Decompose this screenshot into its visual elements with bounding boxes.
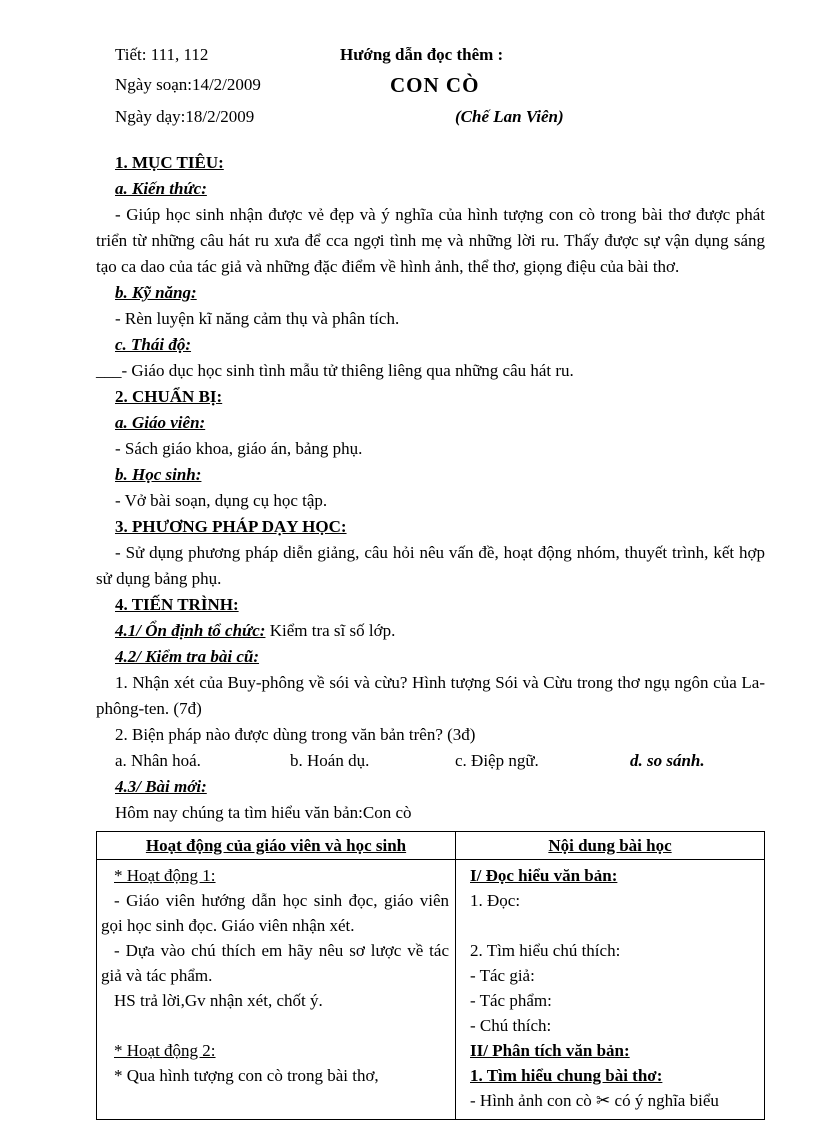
date-taught: Ngày dạy:18/2/2009: [115, 107, 255, 126]
question-2: 2. Biện pháp nào được dùng trong văn bản trên? (3đ): [115, 725, 476, 744]
option-c: c. Điệp ngữ.: [455, 751, 539, 770]
activity-1-heading-line: [101, 863, 449, 888]
document-header: [96, 40, 765, 132]
table-header-activities: [97, 832, 456, 860]
section-1-heading-line: [96, 150, 765, 176]
on-dinh-text: Kiểm tra sĩ số lớp.: [265, 621, 396, 640]
reading-guide-label: Hướng dẫn đọc thêm :: [340, 45, 504, 64]
activity-1-paragraph-3: HS trả lời,Gv nhận xét, chốt ý.: [114, 991, 323, 1010]
hoc-sinh-heading-line: [96, 462, 765, 488]
table-header-content: [456, 832, 764, 860]
giao-vien-heading: a. Giáo viên:: [115, 413, 206, 432]
kiem-tra-heading-line: [96, 644, 765, 670]
thai-do-text: ___- Giáo dục học sinh tình mẫu tử thiêng liêng qua những câu hát ru.: [96, 361, 574, 380]
header-row-1: [96, 40, 765, 70]
thai-do-heading: c. Thái độ:: [115, 335, 192, 354]
content-heading-3: 1. Tìm hiểu chung bài thơ:: [470, 1066, 663, 1085]
header-row-3: [96, 102, 765, 132]
kien-thuc-paragraph: - Giúp học sinh nhận được vẻ đẹp và ý nghĩa của hình tượng con cò trong bài thơ được phát triển từ những câu hát ru xưa để cca ngợi tình mẹ và những lời ru. Thấy được sự vận dụng sáng tạo ca dao của tác giả và những đặc điểm về hình ảnh, thể thơ, giọng điệu của bài thơ.: [96, 205, 765, 276]
bai-moi-heading-line: [96, 774, 765, 800]
poem-title: CON CÒ: [390, 73, 480, 97]
table-header-content-label: Nội dung bài học: [548, 836, 672, 855]
section-1-heading: 1. MỤC TIÊU:: [115, 153, 224, 172]
lesson-activity-table: [96, 831, 765, 1120]
activity-1-paragraph-2: - Dựa vào chú thích em hãy nêu sơ lược về tác giả và tác phẩm.: [101, 941, 449, 985]
content-line-hinh-anh: - Hình ảnh con cò ✂ có ý nghĩa biểu: [470, 1091, 719, 1110]
section-3-heading-line: [96, 514, 765, 540]
section-3-heading: 3. PHƯƠNG PHÁP DẠY HỌC:: [115, 517, 347, 536]
content-heading-2: II/ Phân tích văn bản:: [470, 1041, 630, 1060]
lesson-period: Tiết: 111, 112: [115, 45, 209, 64]
hoc-sinh-text: - Vở bài soạn, dụng cụ học tập.: [115, 491, 328, 510]
section-2-heading-line: [96, 384, 765, 410]
table-cell-activities: [97, 860, 456, 1119]
content-line-doc: 1. Đọc:: [470, 891, 521, 910]
header-row-2: [96, 70, 765, 102]
question-1: 1. Nhận xét của Buy-phông về sói và cừu? Hình tượng Sói và Cừu trong thơ ngụ ngôn của La-phông-ten. (7đ): [96, 673, 765, 718]
bai-moi-text: Hôm nay chúng ta tìm hiểu văn bản:Con cò: [115, 803, 412, 822]
date-composed: Ngày soạn:14/2/2009: [115, 75, 261, 94]
content-line-chu-thich: 2. Tìm hiểu chú thích:: [470, 941, 621, 960]
author-container: [340, 102, 765, 132]
activity-1-paragraph-1: - Giáo viên hướng dẫn học sinh đọc, giáo viên gọi học sinh đọc. Giáo viên nhận xét.: [101, 891, 449, 935]
option-a: a. Nhân hoá.: [115, 751, 201, 770]
hoc-sinh-heading: b. Học sinh:: [115, 465, 202, 484]
table-cell-content: [456, 860, 764, 1119]
answer-options-row: [96, 748, 765, 774]
kien-thuc-heading: a. Kiến thức:: [115, 179, 207, 198]
poem-author: (Chế Lan Viên): [455, 107, 564, 126]
thai-do-heading-line: [96, 332, 765, 358]
content-heading-1: I/ Đọc hiểu văn bản:: [470, 866, 618, 885]
content-line-tac-gia: - Tác giả:: [470, 966, 535, 985]
content-heading-1-line: [470, 863, 758, 888]
table-header-activities-label: Hoạt động của giáo viên và học sinh: [145, 836, 407, 855]
activity-2-heading-line: [101, 1038, 449, 1063]
on-dinh-heading: 4.1/ Ổn định tổ chức:: [115, 621, 266, 640]
activity-2-heading: * Hoạt động 2:: [114, 1041, 216, 1060]
blank-line: [470, 913, 758, 938]
option-d: d. so sánh.: [630, 751, 705, 770]
phuong-phap-paragraph: - Sử dụng phương pháp diễn giảng, câu hỏi nêu vấn đề, hoạt động nhóm, thuyết trình, kết hợp sử dụng bảng phụ.: [96, 543, 765, 588]
bai-moi-heading: 4.3/ Bài mới:: [115, 777, 207, 796]
content-line-chu-thich-2: - Chú thích:: [470, 1016, 552, 1035]
option-b: b. Hoán dụ.: [290, 751, 370, 770]
giao-vien-heading-line: [96, 410, 765, 436]
section-2-heading: 2. CHUẨN BỊ:: [115, 387, 223, 406]
section-4-heading-line: [96, 592, 765, 618]
ky-nang-heading-line: [96, 280, 765, 306]
ky-nang-text: - Rèn luyện kĩ năng cảm thụ và phân tích.: [115, 309, 400, 328]
content-heading-3-line: [470, 1063, 758, 1088]
content-line-tac-pham: - Tác phẩm:: [470, 991, 552, 1010]
title-container: [340, 70, 765, 102]
content-heading-2-line: [470, 1038, 758, 1063]
on-dinh-line: [96, 618, 765, 644]
ky-nang-heading: b. Kỹ năng:: [115, 283, 197, 302]
section-4-heading: 4. TIẾN TRÌNH:: [115, 595, 239, 614]
giao-vien-text: - Sách giáo khoa, giáo án, bảng phụ.: [115, 439, 363, 458]
activity-1-heading: * Hoạt động 1:: [114, 866, 216, 885]
kien-thuc-heading-line: [96, 176, 765, 202]
blank-line: [101, 1013, 449, 1038]
kiem-tra-heading: 4.2/ Kiểm tra bài cũ:: [115, 647, 260, 666]
activity-2-paragraph-1: * Qua hình tượng con cò trong bài thơ,: [114, 1066, 379, 1085]
